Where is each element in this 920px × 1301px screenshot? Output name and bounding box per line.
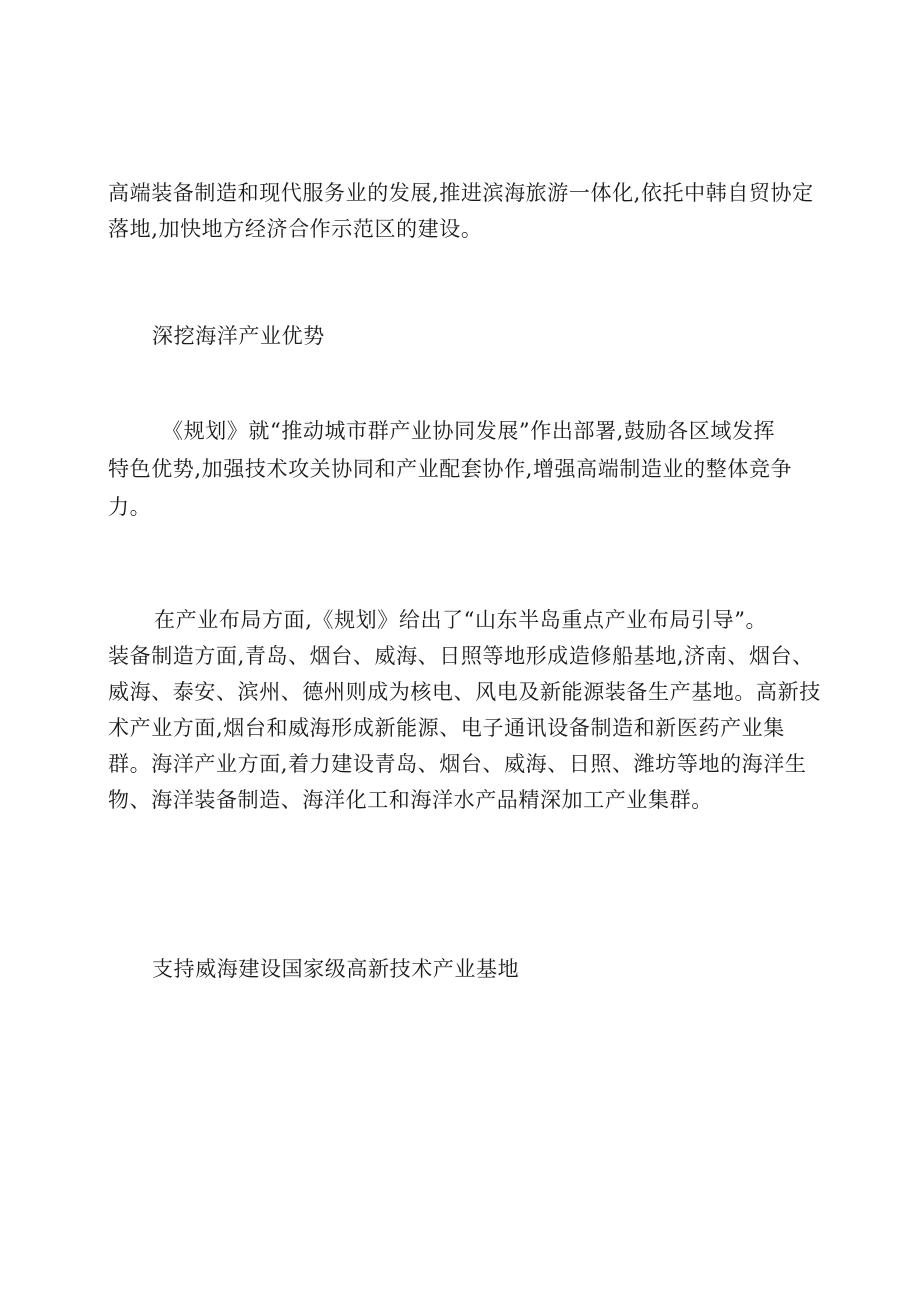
- paragraph-line: 在产业布局方面,《规划》给出了“山东半岛重点产业布局引导”。: [154, 608, 768, 632]
- paragraph-line: 《规划》就“推动城市群产业协同发展”作出部署,鼓励各区域发挥: [162, 419, 776, 443]
- paragraph-line: 装备制造方面,青岛、烟台、威海、日照等地形成造修船基地,济南、烟台、: [108, 644, 814, 668]
- paragraph-line: 高端装备制造和现代服务业的发展,推进滨海旅游一体化,依托中韩自贸协定: [108, 181, 814, 205]
- paragraph-2: [108, 413, 828, 525]
- paragraph-line: 术产业方面,烟台和威海形成新能源、电子通讯设备制造和新医药产业集: [108, 716, 785, 740]
- paragraph-line: 特色优势,加强技术攻关协同和产业配套协作,增强高端制造业的整体竞争: [108, 457, 793, 481]
- paragraph-line: 威海、泰安、滨州、德州则成为核电、风电及新能源装备生产基地。高新技: [108, 680, 821, 704]
- section-heading-marine-industry: 深挖海洋产业优势: [152, 324, 325, 348]
- paragraph-line: 群。海洋产业方面,着力建设青岛、烟台、威海、日照、潍坊等地的海洋生: [108, 752, 807, 776]
- section-heading-weihai-hightech: 支持威海建设国家级高新技术产业基地: [152, 957, 520, 981]
- paragraph-line: 力。: [108, 495, 152, 519]
- paragraph-3: [108, 602, 828, 818]
- paragraph-line: 物、海洋装备制造、海洋化工和海洋水产品精深加工产业集群。: [108, 788, 713, 812]
- paragraph-1: [108, 175, 828, 247]
- paragraph-line: 落地,加快地方经济合作示范区的建设。: [108, 217, 483, 241]
